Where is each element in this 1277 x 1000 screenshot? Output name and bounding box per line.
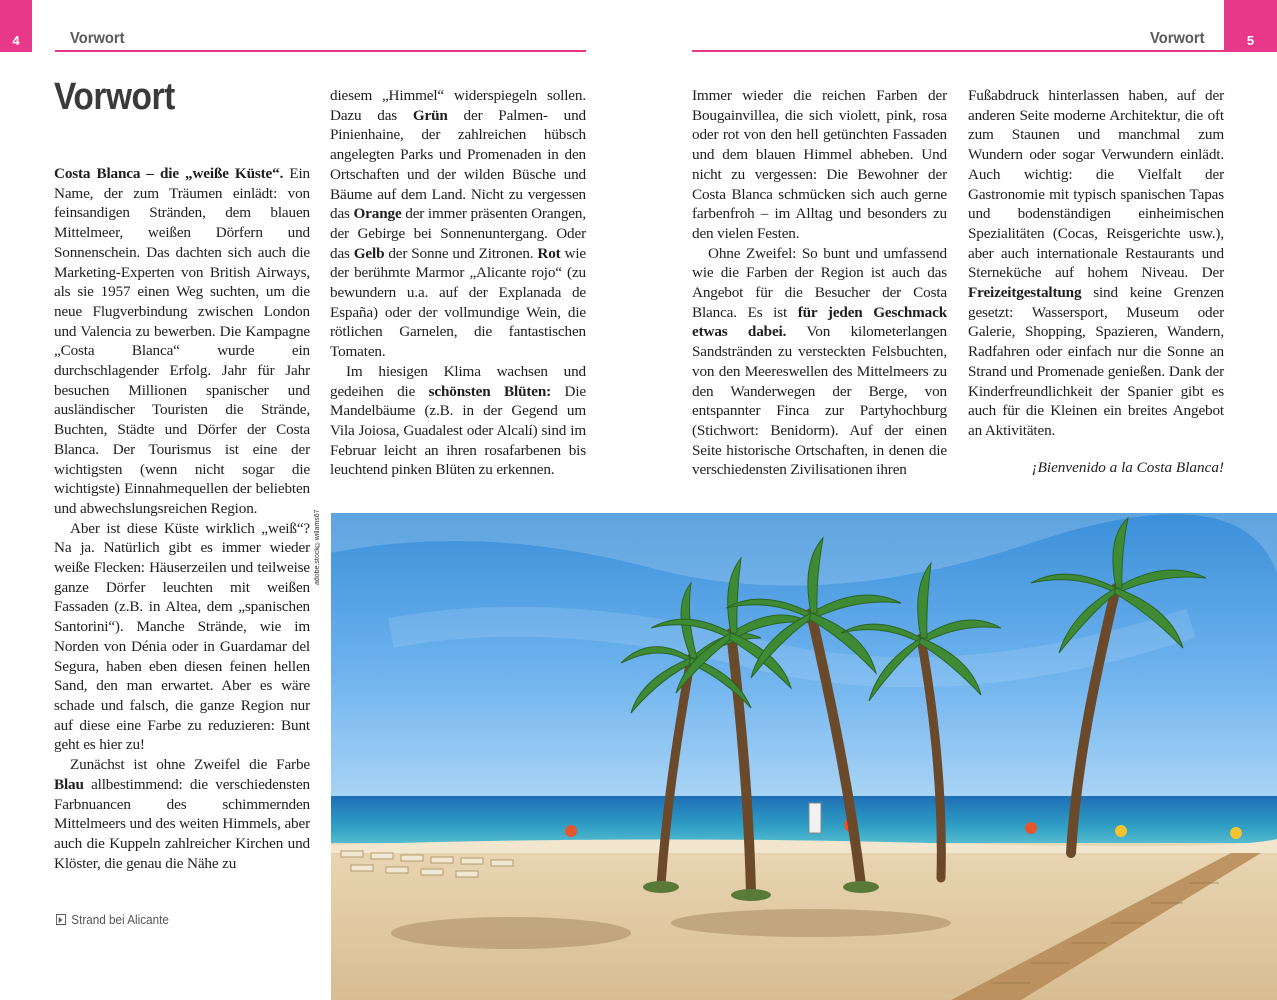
text-column-2 [330, 86, 586, 480]
right-page-number-tab: 5 [1224, 0, 1277, 52]
paragraph: Aber ist diese Küste wirklich „weiß“? Na ja. Natürlich gibt es immer wieder weiße Flecken: Häuserzeilen und teilweise ganze Dörfer leuchten mit weißen Fassaden (z.B. in Altea, dem „spanischen Santorini“). Manche Strände, wie im Norden von Dénia oder in Guardamar del Segura, haben eben diesen feinen hellen Sand, den man erwartet. Aber es wäre schade und falsch, die ganze Region nur auf diese eine Farbe zu reduzieren: Bunt geht es hier zu! [54, 519, 310, 754]
right-running-title: Vorwort [1150, 30, 1205, 47]
text-column-4 [968, 86, 1224, 441]
paragraph: Fußabdruck hinterlassen haben, auf der anderen Seite moderne Architektur, die oft zum Staunen und manchmal zum Wundern oder sogar Verwundern einlädt. Auch wichtig: die Vielfalt der Gastronomie mit typisch spanischen Tapas und bodenständigen einheimischen Spezialitäten (Cocas, Reisgerichte usw.), aber auch internationale Restaurants und Sterneküche auf hohem Niveau. Der Freizeitgestaltung sind keine Grenzen gesetzt: Wassersport, Museum oder Galerie, Shopping, Spazieren, Wandern, Radfahren oder einfach nur die Sonne an Strand und Promenade genießen. Dank der Kinderfreundlichkeit der Spanier gibt es auch für die Kleinen ein breites Angebot an Aktivitäten. [968, 87, 1224, 439]
photo-credit: adobe.stock©willams67 [314, 509, 321, 585]
left-running-title: Vorwort [70, 30, 125, 47]
paragraph: Immer wieder die reichen Farben der Bougainvillea, die sich violett, pink, rosa oder rot von den hell getünchten Fassaden und dem blauen Himmel abheben. Und nicht zu vergessen: Die Bewohner der Costa Blanca schmücken sich auch gerne farbenfroh – im Alltag und besonders zu den vielen Festen. [692, 87, 947, 242]
beach-photo [331, 513, 1277, 1000]
paragraph: Costa Blanca – die „weiße Küste“. Ein Name, der zum Träumen einlädt: von feinsandigen Stränden, dem blauen Mittelmeer, weißen Dörfern und Sonnenschein. Das dachten sich auch die Marketing-Experten von British Airways, als sie 1957 einen Weg suchten, um die neue Flugverbindung zwischen London und Valencia zu bewerben. Die Kampagne „Costa Blanca“ wurde ein durchschlagender Erfolg. Jahr für Jahr besuchen Millionen spanischer und ausländischer Touristen die Strände, Buchten, Städte und Dörfer der Costa Blanca. Der Tourismus ist eine der wichtigsten (wenn nicht sogar die wichtigste) Einnahmequellen der beliebten und abwechslungsreichen Region. [54, 165, 310, 517]
left-page-number-tab: 4 [0, 0, 32, 52]
right-header-rule [692, 50, 1224, 52]
paragraph: diesem „Himmel“ widerspiegeln sollen. Dazu das Grün der Palmen- und Pinienhaine, der zahlreichen hübsch angelegten Parks und Promenaden in den Ortschaften und der wilden Büsche und Bäume auf dem Land. Nicht zu vergessen das Orange der immer präsenten Orangen, der Gebirge bei Sonnenuntergang. Oder das Gelb der Sonne und Zitronen. Rot wie der berühmte Marmor „Alicante rojo“ (zu bewundern u.a. auf der Explanada de España) oder der vollmundige Wein, die rötlichen Garnelen, die fantastischen Tomaten. [330, 87, 586, 361]
caption-text: Strand bei Alicante [71, 912, 169, 927]
text-column-3 [692, 86, 947, 480]
signoff: ¡Bienvenido a la Costa Blanca! [1031, 459, 1224, 476]
text-column-1 [54, 164, 310, 873]
lead-in: Costa Blanca – die „weiße Küste“. [54, 165, 284, 182]
paragraph: Zunächst ist ohne Zweifel die Farbe Blau allbestimmend: die verschiedensten Farbnuancen des schimmernden Mittelmeers und des weiten Himmels, aber auch die Kuppeln zahlreicher Kirchen und Klöster, die genau die Nähe zu [54, 756, 310, 872]
page-title: Vorwort [54, 76, 175, 118]
figure-caption [56, 912, 169, 927]
caption-arrow-icon [56, 914, 66, 925]
paragraph: Im hiesigen Klima wachsen und gedeihen die schönsten Blüten: Die Mandelbäume (z.B. in der Gegend um Vila Joiosa, Guadalest oder Alcalí) sind im Februar leicht an ihren rosafarbenen bis leuchtend pinken Blüten zu erkennen. [330, 362, 587, 479]
paragraph: Ohne Zweifel: So bunt und umfassend wie die Farben der Region ist auch das Angebot für die Besucher der Costa Blanca. Es ist für jeden Geschmack etwas dabei. Von kilometerlangen Sandstränden zu versteckten Felsbuchten, von den Meereswellen des Mittelmeers zu den Wanderwegen der Berge, von entspannter Finca zur Partyhochburg (Stichwort: Benidorm). Auf der einen Seite historische Ortschaften, in denen die verschiedensten Zivilisationen ihren [692, 244, 947, 479]
left-header-rule [55, 50, 586, 52]
